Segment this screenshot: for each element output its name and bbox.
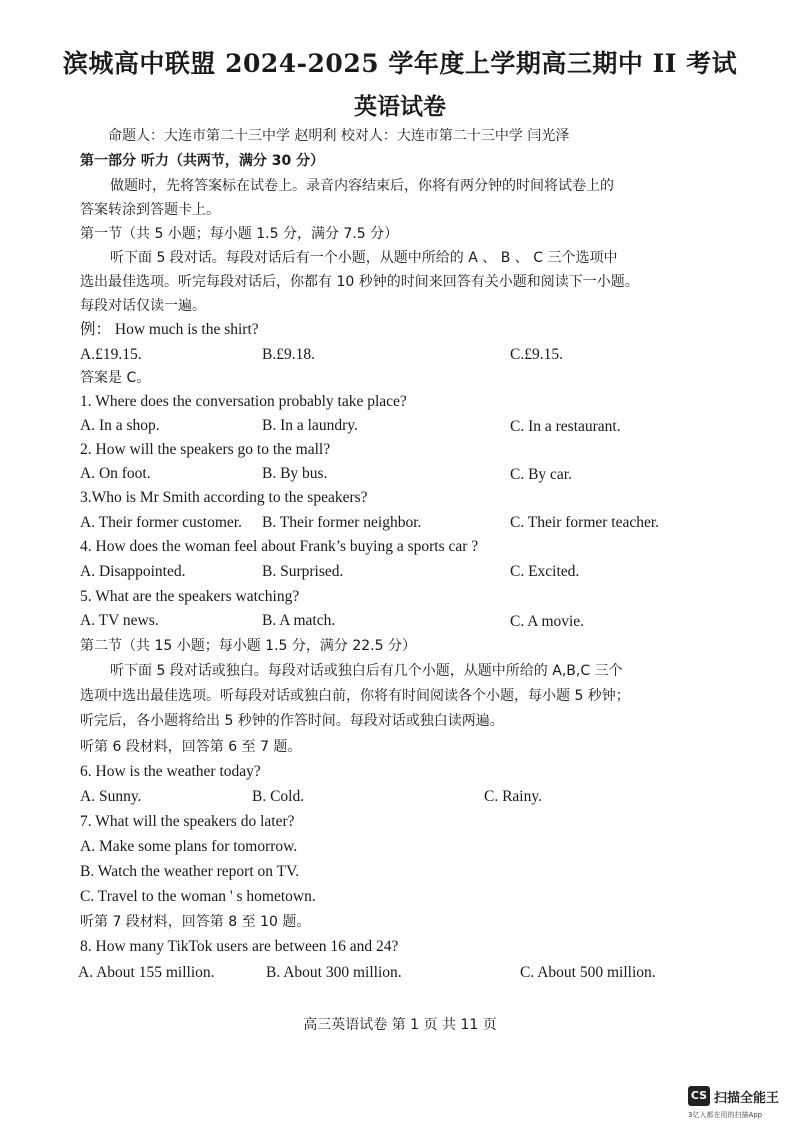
authors-line: 命题人：大连市第二十三中学 赵明利 校对人：大连市第二十三中学 闫光泽 [108,128,570,144]
question-7: 7. What will the speakers do later? [80,813,295,830]
question-6: 6. How is the weather today? [80,763,261,780]
question-5-option-b: B. A match. [262,612,336,629]
section2-heading: 第二节（共 15 小题；每小题 1.5 分，满分 22.5 分） [80,638,416,654]
example-question: 例： How much is the shirt? [80,321,259,338]
question-3-option-a: A. Their former customer. [80,514,242,531]
question-5-option-c: C. A movie. [510,613,585,630]
question-8-option-a: A. About 155 million. [78,964,215,981]
question-4: 4. How does the woman feel about Frank’s buying a sports car ? [80,538,479,555]
watermark-app-name: 扫描全能王 [714,1091,780,1106]
part1-intro-line1: 做题时，先将答案标在试卷上。录音内容结束后，你将有两分钟的时间将试卷上的 [110,178,614,194]
question-1: 1. Where does the conversation probably take place? [80,393,407,410]
question-2-option-a: A. On foot. [80,465,151,482]
example-option-a: A.£19.15. [80,346,142,363]
section2-instruction-line2: 选项中选出最佳选项。听每段对话或独白前，你将有时间阅读各个小题，每小题 5 秒钟； [80,688,630,704]
question-3: 3.Who is Mr Smith according to the speakers? [80,489,368,506]
example-option-c: C.£9.15. [510,346,563,363]
section1-heading: 第一节（共 5 小题；每小题 1.5 分，满分 7.5 分） [80,226,399,242]
question-1-option-b: B. In a laundry. [262,417,358,434]
question-1-option-c: C. In a restaurant. [510,418,621,435]
question-7-option-b: B. Watch the weather report on TV. [80,863,300,880]
section1-instruction-line2: 选出最佳选项。听完每段对话后，你都有 10 秒钟的时间来回答有关小题和阅读下一小题。 [80,274,639,290]
exam-title: 滨城高中联盟 2024-2025 学年度上学期高三期中 II 考试 [62,49,738,78]
page-footer: 高三英语试卷 第 1 页 共 11 页 [303,1017,497,1033]
question-7-option-c: C. Travel to the woman ' s hometown. [80,888,316,905]
exam-subtitle: 英语试卷 [354,93,446,120]
question-8-option-b: B. About 300 million. [266,964,402,981]
section2-instruction-line1: 听下面 5 段对话或独白。每段对话或独白后有几个小题，从题中所给的 A,B,C 三个 [110,663,623,679]
question-2-option-b: B. By bus. [262,465,328,482]
section2-instruction-line3: 听完后，各小题将给出 5 秒钟的作答时间。每段对话或独白读两遍。 [80,713,504,729]
question-2: 2. How will the speakers go to the mall? [80,441,331,458]
material-6-label: 听第 6 段材料，回答第 6 至 7 题。 [80,739,302,755]
question-1-option-a: A. In a shop. [80,417,160,434]
question-5: 5. What are the speakers watching? [80,588,300,605]
example-option-b: B.£9.18. [262,346,315,363]
question-3-option-b: B. Their former neighbor. [262,514,422,531]
section1-instruction-line3: 每段对话仅读一遍。 [80,298,206,314]
question-4-option-c: C. Excited. [510,563,580,580]
question-6-option-b: B. Cold. [252,788,305,805]
part1-intro-line2: 答案转涂到答题卡上。 [80,202,220,218]
question-5-option-a: A. TV news. [80,612,159,629]
part1-heading: 第一部分 听力（共两节，满分 30 分） [80,153,325,169]
material-7-label: 听第 7 段材料，回答第 8 至 10 题。 [80,914,311,930]
scanner-watermark [688,1086,788,1126]
example-answer: 答案是 C。 [80,370,151,386]
question-3-option-c: C. Their former teacher. [510,514,660,531]
question-8-option-c: C. About 500 million. [520,964,656,981]
question-6-option-a: A. Sunny. [80,788,142,805]
question-8: 8. How many TikTok users are between 16 and 24? [80,938,399,955]
watermark-tagline: 3亿人都在用的扫描App [688,1111,763,1119]
question-6-option-c: C. Rainy. [484,788,542,805]
question-2-option-c: C. By car. [510,466,572,483]
section1-instruction-line1: 听下面 5 段对话。每段对话后有一个小题，从题中所给的 A 、 B 、 C 三个选项中 [110,250,618,266]
question-4-option-b: B. Surprised. [262,563,344,580]
question-4-option-a: A. Disappointed. [80,563,186,580]
question-7-option-a: A. Make some plans for tomorrow. [80,838,298,855]
camscanner-logo-icon: CS [688,1086,710,1106]
